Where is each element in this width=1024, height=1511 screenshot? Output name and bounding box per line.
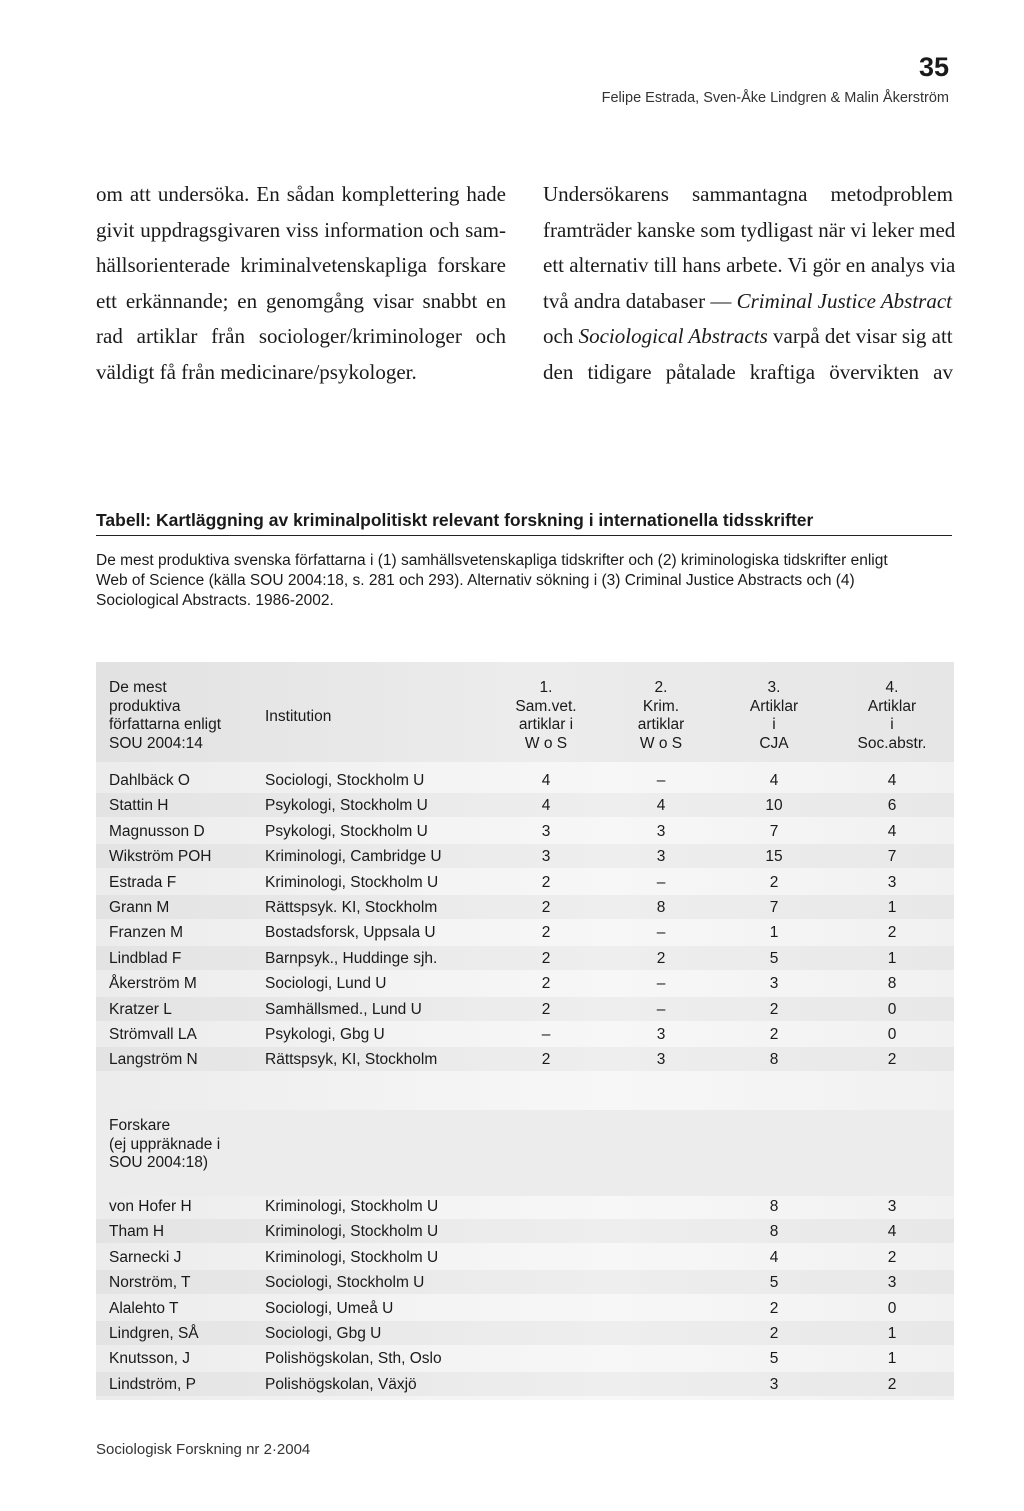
count-cja: 5 xyxy=(769,949,779,967)
header-line: De mest xyxy=(109,679,167,696)
left-line: rad artiklar från sociologer/kriminologer och xyxy=(96,324,506,348)
institution: Barnpsyk., Huddinge sjh. xyxy=(265,949,438,967)
count-krim: 3 xyxy=(656,822,666,840)
row-stripe xyxy=(96,1219,954,1243)
header-line: Forskare xyxy=(109,1117,171,1134)
header-col-3 xyxy=(724,679,824,753)
count-samvet: 2 xyxy=(541,873,551,891)
count-cja: 4 xyxy=(769,772,779,789)
author-name: Alalehto T xyxy=(109,1299,179,1317)
count-socabstr: 1 xyxy=(887,1325,897,1342)
caption-line: Sociological Abstracts. 1986-2002. xyxy=(96,592,334,609)
count-socabstr: 0 xyxy=(887,1299,897,1317)
count-socabstr: 7 xyxy=(887,848,897,866)
institution: Sociologi, Stockholm U xyxy=(265,772,425,789)
count-socabstr: 3 xyxy=(887,1198,897,1215)
count-socabstr: 1 xyxy=(887,1350,897,1368)
header-line: författarna enligt xyxy=(109,716,222,733)
left-line: ett erkännande; en genomgång visar snabbt en xyxy=(96,288,506,313)
count-krim: – xyxy=(656,1000,666,1018)
institution: Kriminologi, Cambridge U xyxy=(265,848,442,866)
table-caption xyxy=(96,551,956,611)
author-name: Wikström POH xyxy=(109,848,212,866)
count-krim: – xyxy=(656,772,666,789)
author-name: Lindblad F xyxy=(109,949,182,967)
count-socabstr: 3 xyxy=(887,873,897,891)
header-line: Sam.vet. xyxy=(515,697,577,715)
institution: Bostadsforsk, Uppsala U xyxy=(265,924,436,942)
count-cja: 7 xyxy=(769,822,779,840)
row-stripe xyxy=(96,1270,954,1294)
author-name: Åkerström M xyxy=(109,975,197,993)
right-line: framträder kanske som tydligast när vi leker med xyxy=(543,217,956,242)
header-col-4 xyxy=(842,679,942,753)
journal-name-cja: Criminal Justice Abstract xyxy=(736,288,953,313)
count-samvet: 2 xyxy=(541,975,551,993)
institution: Rättspsyk. KI, Stockholm xyxy=(265,899,438,916)
header-line: SOU 2004:14 xyxy=(109,734,203,752)
author-name: Lindgren, SÅ xyxy=(109,1325,199,1342)
header-line: Soc.abstr. xyxy=(857,734,927,752)
author-name: Sarnecki J xyxy=(109,1248,182,1266)
count-cja: 4 xyxy=(769,1248,779,1266)
right-line: ett alternativ till hans arbete. Vi gör en analys via xyxy=(543,253,956,277)
author-name: Knutsson, J xyxy=(109,1350,190,1368)
author-name: von Hofer H xyxy=(109,1198,192,1215)
header-line: SOU 2004:18) xyxy=(109,1154,209,1171)
header-line: W o S xyxy=(639,734,683,752)
count-krim: 3 xyxy=(656,1026,666,1043)
header-authors xyxy=(109,679,221,753)
count-samvet: 2 xyxy=(541,949,551,967)
count-samvet: 2 xyxy=(541,899,551,916)
header-institution: Institution xyxy=(265,708,332,725)
institution: Samhällsmed., Lund U xyxy=(265,1000,422,1018)
author-name: Grann M xyxy=(109,899,170,916)
count-cja: 5 xyxy=(769,1350,779,1368)
count-cja: 2 xyxy=(769,1299,779,1317)
count-socabstr: 2 xyxy=(887,1375,897,1393)
institution: Sociologi, Stockholm U xyxy=(265,1274,425,1292)
author-name: Franzen M xyxy=(109,924,184,942)
count-cja: 10 xyxy=(765,797,783,815)
count-cja: 7 xyxy=(769,899,779,916)
row-stripe xyxy=(96,1372,954,1396)
author-name: Dahlbäck O xyxy=(109,772,190,789)
header-line: 2. xyxy=(654,679,668,696)
count-cja: 2 xyxy=(769,1000,779,1018)
count-socabstr: 4 xyxy=(887,772,897,789)
author-name: Stattin H xyxy=(109,797,169,815)
count-socabstr: 0 xyxy=(887,1000,897,1018)
count-cja: 3 xyxy=(769,1375,779,1393)
count-socabstr: 1 xyxy=(887,899,897,916)
caption-line: De mest produktiva svenska författarna i (1) samhällsvetenskapliga tidskrifter och (2) kriminologiska tidskrifter enligt xyxy=(96,552,888,569)
count-cja: 3 xyxy=(769,975,779,993)
count-socabstr: 0 xyxy=(887,1026,897,1043)
right-line xyxy=(543,284,953,320)
count-socabstr: 2 xyxy=(887,1248,897,1266)
institution: Kriminologi, Stockholm U xyxy=(265,1248,439,1266)
count-krim: – xyxy=(656,924,666,942)
count-samvet: 2 xyxy=(541,1051,551,1069)
count-cja: 2 xyxy=(769,1325,779,1342)
left-column xyxy=(96,177,506,390)
author-name: Tham H xyxy=(109,1223,165,1241)
institution: Psykologi, Stockholm U xyxy=(265,797,428,815)
count-socabstr: 2 xyxy=(887,924,897,942)
journal-name-sa: Sociological Abstracts xyxy=(578,324,768,348)
header-col-2 xyxy=(611,679,711,753)
institution: Sociologi, Lund U xyxy=(265,975,387,993)
header-line: 3. xyxy=(767,679,781,696)
left-line: väldigt få från medicinare/psykologer. xyxy=(96,359,417,384)
header-line: produktiva xyxy=(109,697,181,715)
count-cja: 8 xyxy=(769,1051,779,1069)
count-socabstr: 4 xyxy=(887,1223,897,1241)
count-socabstr: 6 xyxy=(887,797,897,815)
count-samvet: 4 xyxy=(541,772,551,789)
institution: Psykologi, Stockholm U xyxy=(265,822,428,840)
institution: Kriminologi, Stockholm U xyxy=(265,1198,439,1215)
author-name: Magnusson D xyxy=(109,822,205,840)
header-line: 1. xyxy=(539,679,553,696)
section2-header-band xyxy=(96,1110,954,1196)
count-samvet: – xyxy=(541,1026,551,1043)
header-line: Artiklar xyxy=(867,697,917,715)
author-name: Estrada F xyxy=(109,873,177,891)
count-krim: 8 xyxy=(656,899,666,916)
header-line: Artiklar xyxy=(749,697,799,715)
author-name: Langström N xyxy=(109,1051,198,1069)
header-line: (ej uppräknade i xyxy=(109,1135,221,1153)
count-cja: 1 xyxy=(769,924,779,942)
header-line: W o S xyxy=(524,734,568,752)
institution: Polishögskolan, Sth, Oslo xyxy=(265,1350,442,1368)
right-column xyxy=(543,177,956,390)
header-line: artiklar i xyxy=(518,716,574,733)
count-samvet: 3 xyxy=(541,822,551,840)
table-title: Tabell: Kartläggning av kriminalpolitiskt relevant forskning i internationella tidsskrifter xyxy=(96,510,952,536)
header-line: i xyxy=(890,716,894,733)
right-line-text: och xyxy=(543,324,579,348)
count-socabstr: 1 xyxy=(887,949,897,967)
section2-header xyxy=(109,1117,220,1173)
author-name: Kratzer L xyxy=(109,1000,172,1018)
count-krim: 3 xyxy=(656,848,666,866)
count-cja: 2 xyxy=(769,873,779,891)
right-line: den tidigare påtalade kraftiga övervikten av xyxy=(543,359,953,384)
author-name: Norström, T xyxy=(109,1274,191,1292)
left-line: hällsorienterade kriminalvetenskapliga forskare xyxy=(96,253,506,277)
institution: Rättspsyk, KI, Stockholm xyxy=(265,1051,438,1069)
institution: Polishögskolan, Växjö xyxy=(265,1375,417,1393)
header-col-1 xyxy=(496,679,596,753)
institution: Kriminologi, Stockholm U xyxy=(265,1223,439,1241)
institution: Psykologi, Gbg U xyxy=(265,1026,385,1043)
count-samvet: 3 xyxy=(541,848,551,866)
header-line: 4. xyxy=(885,679,899,696)
row-stripe xyxy=(96,1321,954,1345)
count-cja: 8 xyxy=(769,1223,779,1241)
count-socabstr: 2 xyxy=(887,1051,897,1069)
count-cja: 15 xyxy=(765,848,783,866)
left-line: givit uppdragsgivaren viss information och sam- xyxy=(96,217,506,242)
right-line-text: varpå det visar sig att xyxy=(767,324,953,348)
header-line: Krim. xyxy=(642,697,680,715)
running-head: Felipe Estrada, Sven-Åke Lindgren & Malin Åkerström xyxy=(601,90,949,106)
count-samvet: 2 xyxy=(541,1000,551,1018)
left-line: om att undersöka. En sådan komplettering hade xyxy=(96,182,506,206)
header-line: artiklar xyxy=(637,716,685,733)
count-krim: – xyxy=(656,975,666,993)
right-line-text: två andra databaser — xyxy=(543,288,737,313)
count-cja: 8 xyxy=(769,1198,779,1215)
institution: Sociologi, Umeå U xyxy=(265,1299,394,1317)
caption-line: Web of Science (källa SOU 2004:18, s. 281 och 293). Alternativ sökning i (3) Criminal Justice Abstracts och (4) xyxy=(96,572,855,589)
count-krim: 2 xyxy=(656,949,666,967)
footer: Sociologisk Forskning nr 2·2004 xyxy=(96,1441,311,1458)
right-line: Undersökarens sammantagna metodproblem xyxy=(543,182,953,206)
count-cja: 2 xyxy=(769,1026,779,1043)
author-name: Strömvall LA xyxy=(109,1026,197,1043)
header-line: CJA xyxy=(759,734,789,752)
count-socabstr: 8 xyxy=(887,975,897,993)
author-name: Lindström, P xyxy=(109,1375,197,1393)
header-line: i xyxy=(772,716,776,733)
page-number: 35 xyxy=(918,52,949,82)
count-krim: 4 xyxy=(656,797,666,815)
count-krim: 3 xyxy=(656,1051,666,1069)
count-samvet: 2 xyxy=(541,924,551,942)
count-socabstr: 4 xyxy=(887,822,897,840)
right-line xyxy=(543,319,953,355)
count-samvet: 4 xyxy=(541,797,551,815)
count-socabstr: 3 xyxy=(887,1274,897,1292)
institution: Sociologi, Gbg U xyxy=(265,1325,382,1342)
institution: Kriminologi, Stockholm U xyxy=(265,873,439,891)
count-cja: 5 xyxy=(769,1274,779,1292)
count-krim: – xyxy=(656,873,666,891)
